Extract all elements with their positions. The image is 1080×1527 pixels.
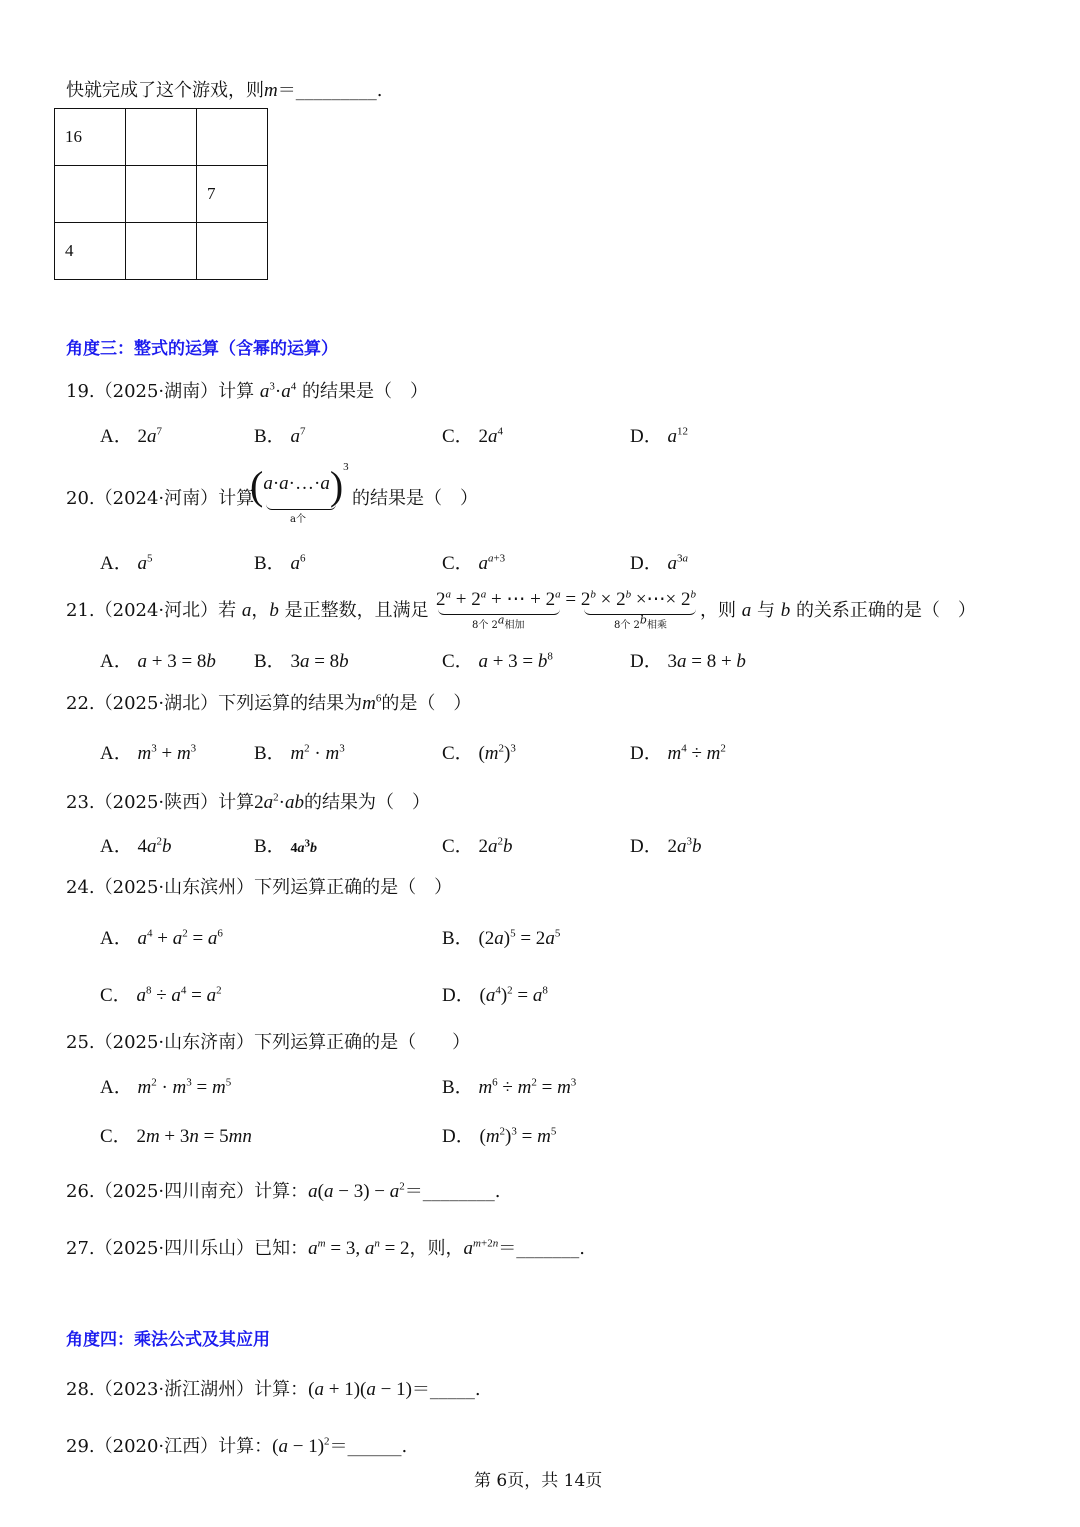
q24-d: D． $(a^4)^2 = a^8$ <box>442 984 548 1006</box>
q20-a: A． $a^5$ <box>100 552 153 574</box>
grid-cell <box>197 223 268 280</box>
q22-c: C． $(m^2)^3$ <box>442 742 516 764</box>
q20-brace <box>266 503 336 510</box>
q20-tail: 的结果是（ ） <box>352 488 478 509</box>
grid-cell <box>126 223 197 280</box>
q24-b: B． $(2a)^5 = 2a^5$ <box>442 927 561 949</box>
question-26: 26.（2025·四川南充）计算：$a(a - 3) - a^2=\_\_\_\_\_\_\_\_$. <box>66 1180 501 1202</box>
q19-c: C． $2a^4$ <box>442 425 503 447</box>
q23-b: B． $4a^3b$ <box>254 836 317 857</box>
q20-brace-label: a个 <box>290 514 306 525</box>
q19-a: A． $2a^7$ <box>100 425 162 447</box>
q21-d: D． 3a = 8 + b <box>630 651 746 672</box>
section-title-3: 角度三：整式的运算（含幂的运算） <box>66 339 338 359</box>
number-grid <box>54 108 268 280</box>
q21-b: B． 3a = 8b <box>254 651 349 672</box>
grid-row <box>55 223 268 280</box>
question-25: 25.（2025·山东济南）下列运算正确的是（ ） <box>66 1032 471 1053</box>
grid-cell: 4 <box>55 223 126 280</box>
question-22: 22.（2025·湖北）下列运算的结果为$m^6$的是（ ） <box>66 692 472 714</box>
grid-cell <box>55 166 126 223</box>
q25-c: C． 2m + 3n = 5mn <box>100 1126 252 1147</box>
q23-a: A． $4a^2b$ <box>100 835 172 857</box>
grid-cell <box>126 109 197 166</box>
question-23: 23.（2025·陕西）计算$2a^2\cdot ab$的结果为（ ） <box>66 791 430 813</box>
q23-d: D． $2a^3b$ <box>630 835 702 857</box>
page-footer: 第 6页，共 14页 <box>474 1471 603 1491</box>
grid-row <box>55 166 268 223</box>
q21-tail: ，则 a 与 b 的关系正确的是（ ） <box>700 600 976 621</box>
grid-cell <box>197 109 268 166</box>
q22-b: B． $m^2 \cdot m^3$ <box>254 742 345 764</box>
q19-b: B． $a^7$ <box>254 425 306 447</box>
q19-d: D． $a^{12}$ <box>630 425 688 447</box>
question-27: 27.（2025·四川乐山）已知：$a^m = 3$, $a^n = 2$，则，$a^{m+2n}=\_\_\_\_\_\_\_$. <box>66 1237 585 1259</box>
q20-b: B． $a^6$ <box>254 552 306 574</box>
q21-a: A． a + 3 = 8b <box>100 651 216 672</box>
question-28: 28.（2023·浙江湖州）计算：(a + 1)(a − 1)＝_____. <box>66 1379 481 1400</box>
q25-a: A． $m^2 \cdot m^3 = m^5$ <box>100 1076 232 1098</box>
grid-cell: 16 <box>55 109 126 166</box>
q20-d: D． $a^{3a}$ <box>630 552 688 574</box>
question-19: 19.（2025·湖南）计算 $a^3\cdot a^4$ 的结果是（ ） <box>66 380 428 402</box>
q22-d: D． $m^4 \div m^2$ <box>630 742 726 764</box>
q25-d: D． $(m^2)^3 = m^5$ <box>442 1125 557 1147</box>
question-24: 24.（2025·山东滨州）下列运算正确的是（ ） <box>66 877 453 898</box>
q21-equation: $2^a + 2^a$ + ⋯ + $2^a = 2^b \times 2^b$ ×⋯× $2^b$ <box>436 588 697 610</box>
q25-b: B． $m^6 \div m^2 = m^3$ <box>442 1076 577 1098</box>
q20-c: C． $a^{a+3}$ <box>442 552 506 574</box>
section-title-4: 角度四：乘法公式及其应用 <box>66 1330 270 1350</box>
q24-a: A． $a^4 + a^2 = a^6$ <box>100 927 223 949</box>
q21-note-left: 8个 2$^a$相加 <box>472 613 525 631</box>
grid-row <box>55 109 268 166</box>
q23-c: C． $2a^2b$ <box>442 835 513 857</box>
grid-cell: 7 <box>197 166 268 223</box>
intro-line: 快就完成了这个游戏，则m＝_________. <box>66 80 383 101</box>
q21-c: C． $a + 3 = b^8$ <box>442 650 553 672</box>
q21-note-right: 8个 2$^b$相乘 <box>614 613 667 631</box>
q22-a: A． $m^3 + m^3$ <box>100 742 197 764</box>
question-21: 21.（2024·河北）若 a，b 是正整数，且满足 <box>66 600 429 621</box>
question-29: 29.（2020·江西）计算：$(a - 1)^2=\_\_\_\_\_\_$. <box>66 1435 408 1457</box>
grid-cell <box>126 166 197 223</box>
q20-expression: (a·a·…·a)$^3$ <box>250 460 349 508</box>
question-20: 20.（2024·河南）计算 <box>66 488 255 509</box>
q24-c: C． $a^8 \div a^4 = a^2$ <box>100 984 222 1006</box>
